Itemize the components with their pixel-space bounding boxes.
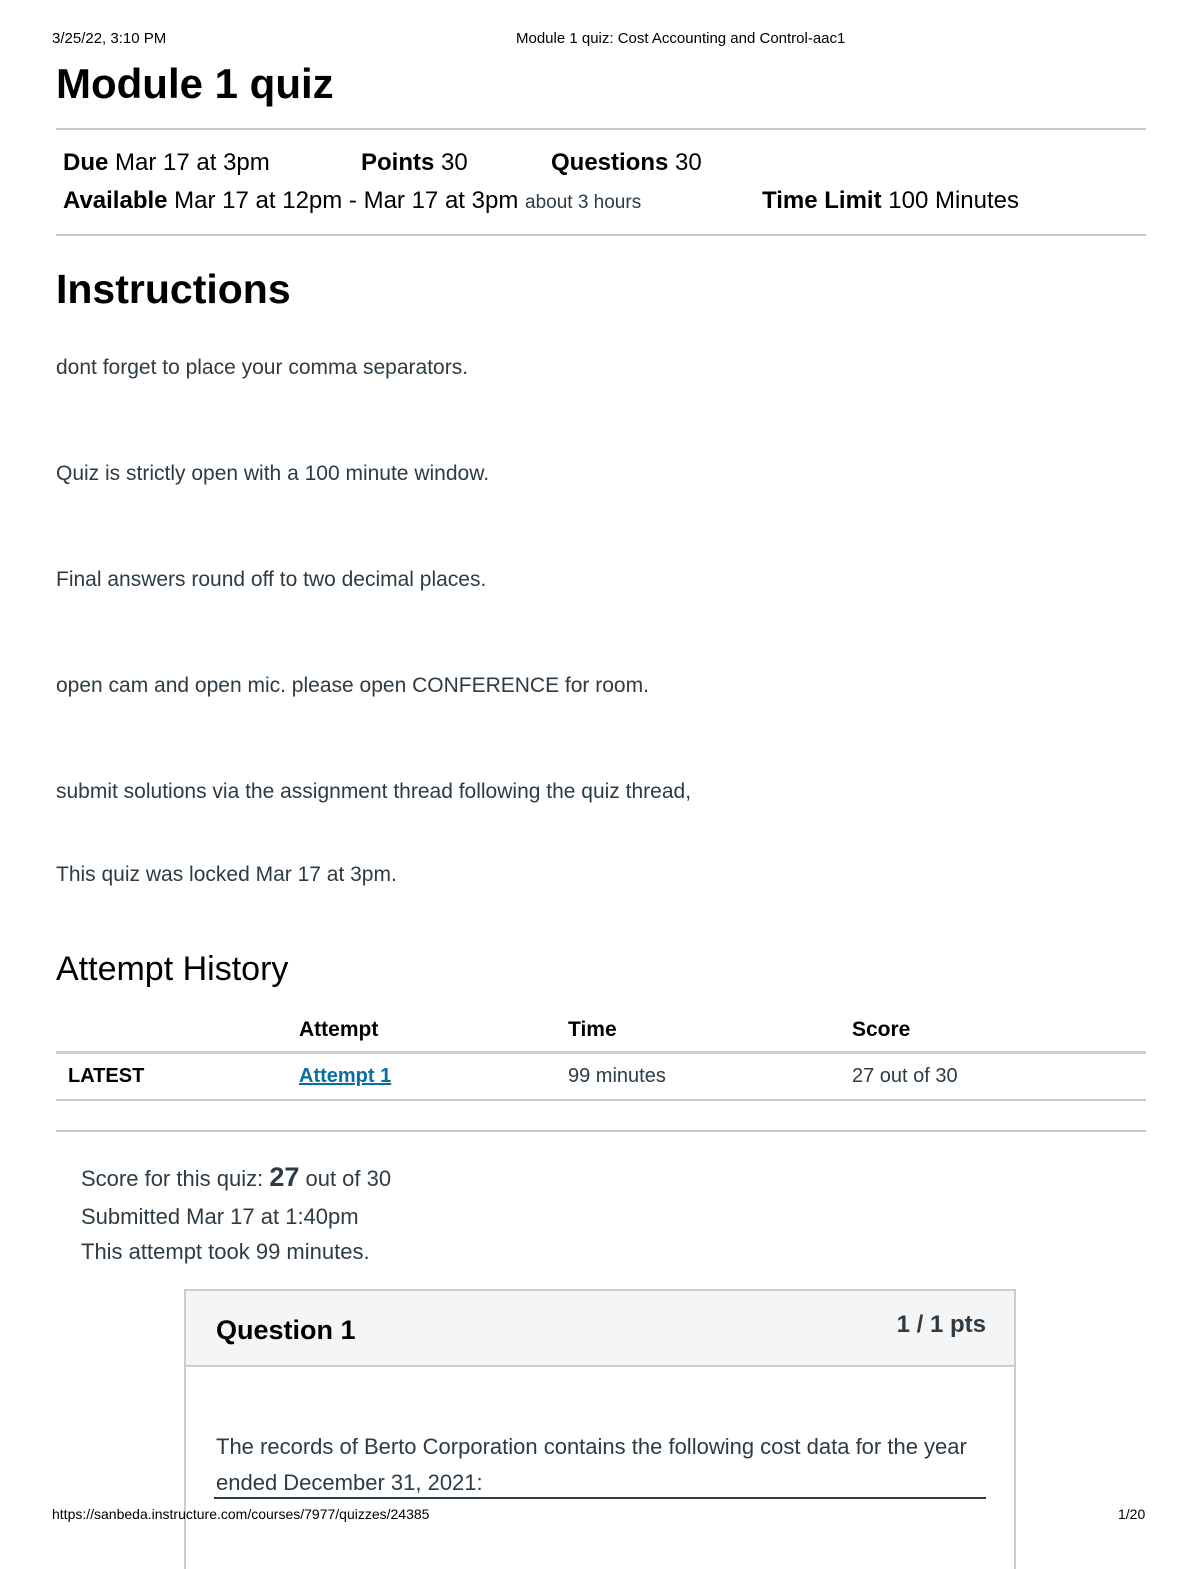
points-value: 30 (441, 149, 468, 176)
question-card (184, 1289, 1016, 1569)
instruction-paragraph: dont forget to place your comma separators. (56, 356, 469, 379)
column-header-attempt: Attempt (299, 1018, 379, 1041)
score-value: 27 (269, 1162, 300, 1192)
questions-label: Questions (551, 149, 669, 176)
questions-detail (551, 149, 702, 177)
attempt-history-heading: Attempt History (56, 950, 289, 988)
time-cell: 99 minutes (568, 1065, 666, 1087)
questions-value: 30 (675, 149, 702, 176)
instruction-paragraph: open cam and open mic. please open CONFERENCE for room. (56, 674, 649, 697)
attempt-cell (299, 1065, 391, 1088)
instruction-paragraph: submit solutions via the assignment thread following the quiz thread, (56, 780, 692, 803)
print-doc-title: Module 1 quiz: Cost Accounting and Control-aac1 (516, 30, 846, 47)
column-header-score: Score (852, 1018, 911, 1041)
instructions-heading: Instructions (56, 266, 291, 312)
table-row-divider (56, 1099, 1146, 1101)
time-limit-value: 100 Minutes (888, 187, 1019, 214)
due-value: Mar 17 at 3pm (115, 149, 270, 176)
question-table-rule (214, 1497, 986, 1499)
question-title: Question 1 (216, 1315, 356, 1345)
score-summary (81, 1162, 391, 1193)
page-title: Module 1 quiz (56, 60, 334, 107)
due-detail (63, 149, 270, 177)
attempt-duration: This attempt took 99 minutes. (81, 1239, 370, 1264)
available-detail (63, 187, 641, 215)
lock-notice: This quiz was locked Mar 17 at 3pm. (56, 863, 397, 886)
score-prefix: Score for this quiz: (81, 1166, 264, 1191)
section-divider (56, 1130, 1146, 1132)
column-header-time: Time (568, 1018, 617, 1041)
question-text: The records of Berto Corporation contains the following cost data for the year ended December 31, 2021: (216, 1434, 967, 1495)
question-points: 1 / 1 pts (896, 1311, 986, 1338)
print-datetime: 3/25/22, 3:10 PM (52, 30, 167, 47)
print-page-number: 1/20 (1118, 1506, 1146, 1522)
submitted-time: Submitted Mar 17 at 1:40pm (81, 1204, 359, 1229)
points-label: Points (361, 149, 435, 176)
table-header-divider (56, 1051, 1146, 1054)
title-divider (56, 128, 1146, 130)
available-duration: about 3 hours (525, 192, 642, 213)
instruction-paragraph: Final answers round off to two decimal places. (56, 568, 487, 591)
score-suffix: out of 30 (305, 1166, 392, 1191)
time-limit-detail (762, 187, 1019, 215)
available-label: Available (63, 187, 168, 214)
available-value: Mar 17 at 12pm - Mar 17 at 3pm (174, 187, 519, 214)
question-header (186, 1291, 1014, 1367)
print-url: https://sanbeda.instructure.com/courses/7977/quizzes/24385 (52, 1506, 430, 1522)
due-label: Due (63, 149, 109, 176)
points-detail (361, 149, 468, 177)
attempt-1-link[interactable]: Attempt 1 (299, 1065, 392, 1087)
time-limit-label: Time Limit (762, 187, 882, 214)
details-divider (56, 234, 1146, 236)
instruction-paragraph: Quiz is strictly open with a 100 minute window. (56, 462, 490, 485)
score-cell: 27 out of 30 (852, 1065, 958, 1087)
row-label-latest: LATEST (68, 1065, 145, 1087)
